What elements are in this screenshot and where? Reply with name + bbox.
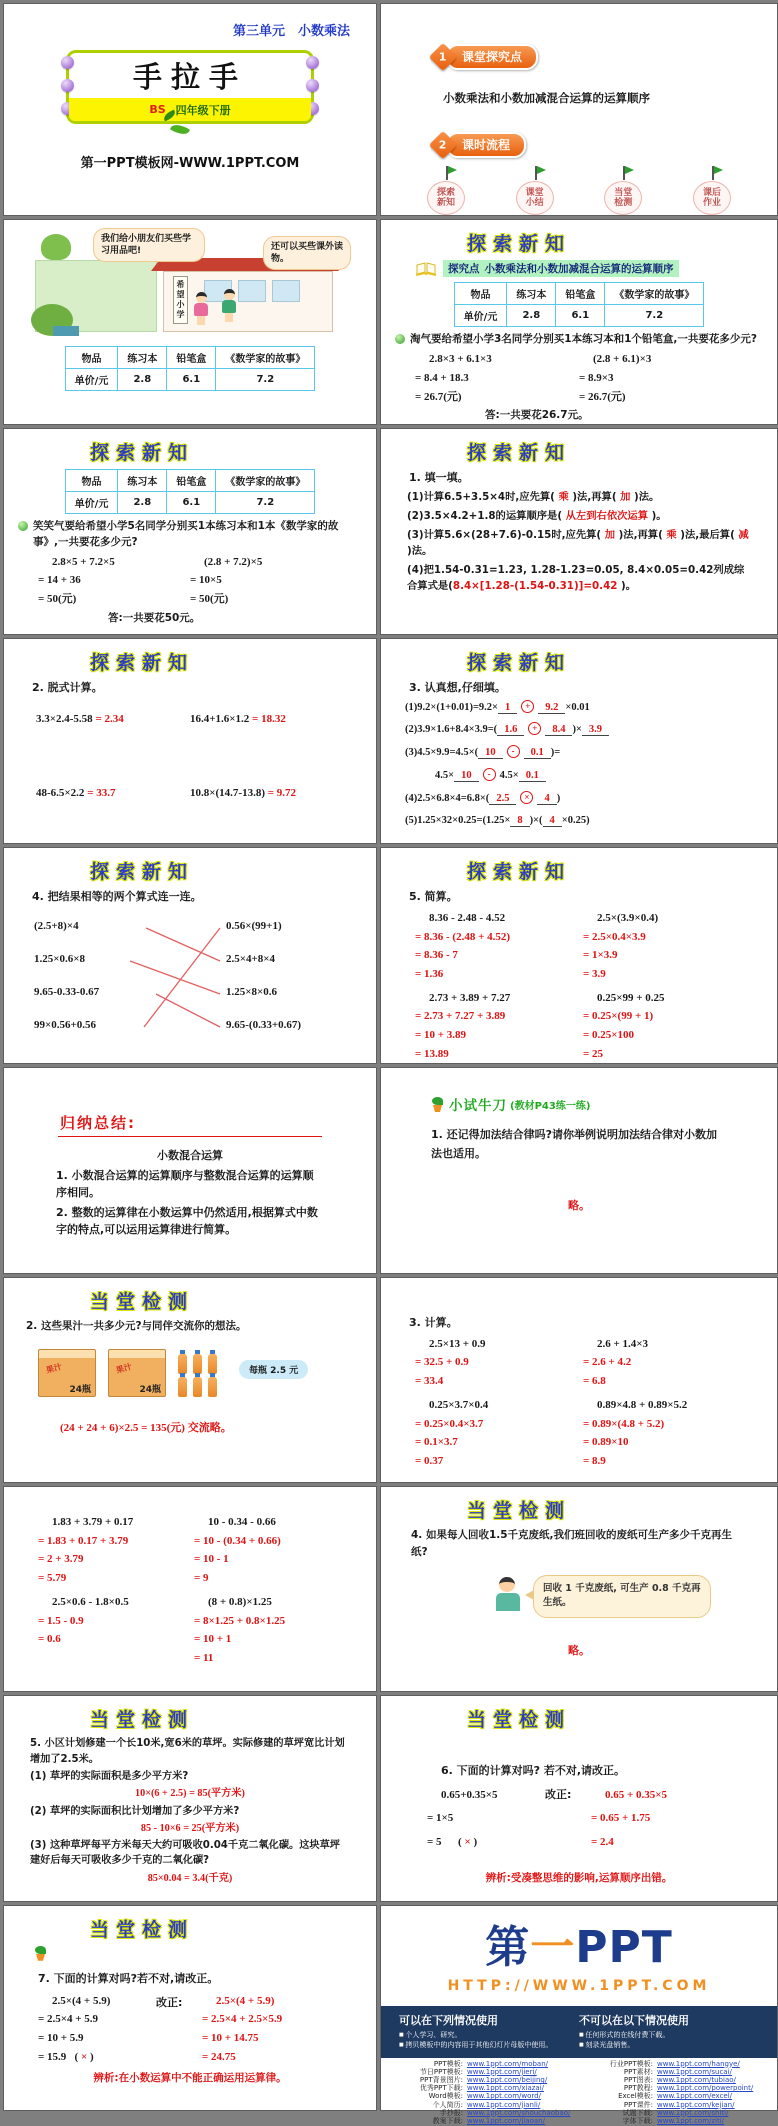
worked-solutions bbox=[381, 350, 777, 406]
bead-decoration bbox=[61, 79, 74, 92]
fill-in-items: (1)9.2×(1+0.01)=9.2× 1 + 9.2 ×0.01 (2)3.9×1.6+8.4×3.9=( 1.6 + 8.4 )× 3.9 (3)4.5×9.9=4.5×( 10 - 0.1 )= 4.5× 10 - 4.5× 0.1 (4)2.5×6.8×4=6.8×( 2.5 × 4 ) (5)1.25×32×0.25=(1.25× 8 )×( 4 ×0.25) bbox=[381, 700, 777, 830]
slide-19-check-calculation bbox=[3, 1905, 377, 2111]
footer-link-label: 试题下载: bbox=[622, 2108, 653, 2117]
footer-link-label: 手抄报: bbox=[439, 2108, 463, 2117]
flag-icon bbox=[533, 166, 549, 180]
footer-link-url[interactable]: www.1ppt.com/beijing/ bbox=[467, 2076, 548, 2085]
window-illustration bbox=[238, 280, 266, 302]
exercise-heading: 3. 认真想,仔细填。 bbox=[409, 680, 506, 694]
price-table-header: 物品 bbox=[65, 470, 118, 492]
price-tag: 每瓶 2.5 元 bbox=[239, 1360, 308, 1379]
footer-link-row bbox=[579, 2102, 769, 2109]
answer-omitted: 略。 bbox=[568, 1198, 590, 1212]
problem-and-answers: 5. 小区计划修建一个长10米,宽6米的草坪。实际修建的草坪宽比计划增加了2.5米。 (1) 草坪的实际面积是多少平方米? 10×(6 + 2.5) = 85(平方米) (2) 草坪的实际面积比计划增加了多少平方米? 85 - 10×6 = 25(平方米) (3) 这种草坪每平方米每天大约可吸收0.04千克二氧化碳。这块草坪建好后每天可吸收多少千克的二氧化碳? 85×0.04 = 3.4(千克) bbox=[30, 1738, 345, 1884]
price-table-cell: 6.1 bbox=[167, 492, 216, 514]
footer-link-label: PPT背景图片: bbox=[419, 2076, 463, 2085]
footer-link-label: Word模板: bbox=[428, 2092, 463, 2101]
slide-08-think-fill bbox=[380, 638, 778, 844]
footer-link-url[interactable]: www.1ppt.com/shouchaobao/ bbox=[467, 2108, 571, 2117]
footer-link-row bbox=[579, 2069, 769, 2076]
price-table-header: 物品 bbox=[454, 283, 507, 305]
flow-label: 新知 bbox=[436, 198, 455, 208]
summary-points: 1. 小数混合运算的运算顺序与整数混合运算的运算顺序相同。 2. 整数的运算律在小数运算中仍然适用,根据算式中数字的特点,可以运用运算律进行简算。 bbox=[56, 1169, 318, 1236]
exercise-heading: 1. 填一填。 bbox=[409, 471, 469, 485]
slide-section-title: 探索新知 bbox=[467, 233, 572, 255]
solution-block: 2.5×0.6 - 1.8×0.5 = 1.5 - 0.9 = 0.6 bbox=[38, 1595, 129, 1646]
logo-text: 第 bbox=[485, 1921, 531, 1973]
site-logo bbox=[381, 1921, 777, 1973]
leaf-icon bbox=[170, 121, 190, 137]
speech-bubble: 回收 1 千克废纸, 可生产 0.8 千克再生纸。 bbox=[533, 1575, 711, 1618]
allowed-usage-title: 可以在下列情况使用 bbox=[399, 2013, 498, 2027]
slide-01-title bbox=[3, 3, 377, 216]
footer-link-row bbox=[579, 2077, 769, 2084]
exercise-heading: 2. 脱式计算。 bbox=[32, 680, 103, 694]
section-label: 课堂探究点 bbox=[446, 44, 538, 70]
correction-label: 改正: bbox=[156, 1995, 183, 2009]
school-sign: 希望小学 bbox=[173, 276, 188, 324]
forbidden-usage bbox=[579, 2012, 759, 2058]
section-banner-2 bbox=[433, 132, 777, 158]
slide-03-scenario bbox=[3, 219, 377, 425]
solution-line: (24 + 24 + 6)×2.5 = 135(元) 交流略。 bbox=[60, 1421, 232, 1434]
forbidden-usage-title: 不可以在以下情况使用 bbox=[579, 2013, 689, 2027]
footer-link-url[interactable]: www.1ppt.com/moban/ bbox=[467, 2059, 549, 2068]
footer-link-url[interactable]: www.1ppt.com/jieri/ bbox=[467, 2067, 537, 2076]
match-expression-left: 9.65-0.33-0.67 bbox=[34, 985, 100, 998]
problem-text: 笑笑气要给希望小学5名同学分别买1本练习本和1本《数学家的故事》,一共要花多少元? bbox=[33, 520, 339, 548]
logo-text: PPT bbox=[575, 1921, 673, 1973]
footer-link-row bbox=[389, 2061, 579, 2068]
point-text: 小数乘法和小数加减混合运算的运算顺序 bbox=[484, 263, 674, 275]
slide-18-check-calculation bbox=[380, 1695, 778, 1901]
slide-section-title: 当堂检测 bbox=[467, 1709, 572, 1732]
flow-label: 小结 bbox=[525, 198, 544, 208]
footer-link-url[interactable]: www.1ppt.com/jianli/ bbox=[467, 2100, 541, 2109]
solution-block: 0.25×3.7×0.4 = 0.25×0.4×3.7 = 0.1×3.7 = 0.37 bbox=[415, 1398, 489, 1467]
footer-link-label: 优秀PPT下载: bbox=[419, 2084, 463, 2093]
slide-12-quick-try bbox=[380, 1067, 778, 1273]
footer-links-right bbox=[579, 2061, 769, 2126]
flow-label: 课后 bbox=[702, 187, 721, 198]
solution-block: 1.83 + 3.79 + 0.17 = 1.83 + 0.17 + 3.79 = 2 + 3.79 = 5.79 bbox=[38, 1516, 134, 1585]
footer-link-row bbox=[389, 2077, 579, 2084]
footer-link-label: 行业PPT模板: bbox=[609, 2059, 653, 2068]
red-divider bbox=[58, 1136, 322, 1137]
footer-link-label: 节日PPT模板: bbox=[419, 2067, 463, 2076]
analysis-note: 辨析:受凑整思维的影响,运算顺序出错。 bbox=[485, 1871, 673, 1884]
correction-label: 改正: bbox=[545, 1788, 572, 1802]
plant-icon bbox=[431, 1097, 444, 1112]
footer-link-url[interactable]: www.1ppt.com/excel/ bbox=[657, 2092, 733, 2101]
match-expression-right: 0.56×(99+1) bbox=[226, 919, 282, 932]
edition-strip bbox=[69, 98, 311, 121]
price-table-cell: 6.1 bbox=[556, 305, 605, 327]
usage-terms-band bbox=[381, 2006, 777, 2058]
slide-07-calculation bbox=[3, 638, 377, 844]
price-table-header: 铅笔盒 bbox=[556, 283, 605, 305]
plant-icon bbox=[34, 1946, 47, 1961]
slide-06-fill-in bbox=[380, 428, 778, 634]
slide-04-example-taoqi bbox=[380, 219, 778, 425]
price-table-cell: 单价/元 bbox=[454, 305, 507, 327]
flow-label: 课堂 bbox=[525, 187, 544, 198]
calculation-blocks bbox=[381, 1335, 777, 1471]
footer-link-label: PPT教程: bbox=[623, 2084, 653, 2093]
title-box bbox=[66, 50, 314, 124]
footer-link-row bbox=[579, 2093, 769, 2100]
exercise-heading: 6. 下面的计算对吗? 若不对,请改正。 bbox=[441, 1764, 626, 1778]
worked-solutions bbox=[4, 553, 376, 609]
footer-link-row bbox=[579, 2110, 769, 2117]
juice-illustration bbox=[38, 1343, 376, 1397]
footer-link-row bbox=[389, 2069, 579, 2076]
quick-try-title: 小试牛刀 bbox=[449, 1098, 507, 1115]
wrong-solution: 2.5×(4 + 5.9) = 2.5×4 + 5.9 = 10 + 5.9 = 15.9 ( × ) bbox=[38, 1994, 111, 2063]
problem-text: 淘气要给希望小学3名同学分别买1本练习本和1个铅笔盒,一共要花多少元? bbox=[410, 333, 757, 345]
price-table-cell: 2.8 bbox=[118, 492, 167, 514]
slide-section-title: 当堂检测 bbox=[467, 1500, 572, 1523]
section-number: 1 bbox=[439, 50, 447, 64]
slide-16-recycle-problem bbox=[380, 1486, 778, 1692]
footer-link-url[interactable]: www.1ppt.com/shiti/ bbox=[657, 2108, 729, 2117]
price-table-header: 铅笔盒 bbox=[167, 470, 216, 492]
unit-label: 第三单元 小数乘法 bbox=[232, 24, 350, 39]
slide-section-title: 探索新知 bbox=[467, 860, 572, 883]
footer-links-section bbox=[381, 2058, 777, 2125]
price-table-header: 练习本 bbox=[118, 347, 167, 369]
footer-link-row bbox=[389, 2110, 579, 2117]
slide-13-juice-problem bbox=[3, 1277, 377, 1483]
price-table-cell: 单价/元 bbox=[65, 369, 118, 391]
site-watermark: 第一PPT模板网-WWW.1PPT.COM bbox=[80, 156, 300, 171]
bottle-icon bbox=[193, 1354, 202, 1374]
footer-link-url[interactable]: www.1ppt.com/ziti/ bbox=[657, 2117, 725, 2125]
allowed-usage-items: ■ 个人学习、研究。 ■ 拷贝模板中的内容用于其他幻灯片母版中使用。 bbox=[399, 2030, 579, 2050]
footer-link-label: PPT图表: bbox=[623, 2076, 653, 2085]
problem-statement bbox=[395, 332, 763, 347]
bead-decoration bbox=[306, 56, 319, 69]
flag-icon bbox=[621, 166, 637, 180]
bead-decoration bbox=[61, 56, 74, 69]
lesson-title: 手拉手 bbox=[132, 60, 247, 94]
slide-10-simplify bbox=[380, 847, 778, 1065]
match-expression-left: 99×0.56+0.56 bbox=[34, 1018, 97, 1031]
slide-section-title: 探索新知 bbox=[90, 442, 195, 465]
question-text: 2. 这些果汁一共多少元?与同伴交流你的想法。 bbox=[26, 1319, 247, 1332]
footer-link-row bbox=[579, 2085, 769, 2092]
flow-step bbox=[427, 166, 465, 215]
flow-step bbox=[516, 166, 554, 215]
bush-illustration bbox=[41, 234, 71, 260]
fill-in-items: (1)计算6.5+3.5×4时,应先算( 乘 )法,再算( 加 )法。 (2)3.5×4.2+1.8的运算顺序是( 从左到右依次运算 )。 (3)计算5.6×(28+7.6)-0.15时,应先算( 加 )法,再算( 乘 )法,最后算( 减 )法。 (4)把1.54-0.31=1.23, 1.28-1.23=0.05, 8.4×0.05=0.42列成综合算式是(8.4×[1.28-(1.54-0.31)]=0.42 )。 bbox=[407, 491, 749, 593]
simplify-blocks bbox=[381, 909, 777, 1064]
question-text: 1. 还记得加法结合律吗?请你举例说明加法结合律对小数加法也适用。 bbox=[431, 1128, 718, 1160]
answer-line: 答:一共要花26.7元。 bbox=[485, 409, 589, 422]
bottle-group-illustration bbox=[178, 1354, 219, 1397]
slide-section-title: 探索新知 bbox=[90, 860, 195, 883]
bottle-icon bbox=[178, 1377, 187, 1397]
price-table-cell: 6.1 bbox=[167, 369, 216, 391]
section-banner-1 bbox=[433, 44, 777, 70]
solution-block: 10 - 0.34 - 0.66 = 10 - (0.34 + 0.66) = 10 - 1 = 9 bbox=[194, 1516, 281, 1585]
calculation-items: 3.3×2.4-5.58 = 2.34 16.4+1.6×1.2 = 18.32 48-6.5×2.2 = 33.7 10.8×(14.7-13.8) = 9.72 bbox=[36, 712, 297, 800]
slide-05-example-xiaoxiao bbox=[3, 428, 377, 634]
slide-section-title: 当堂检测 bbox=[90, 1290, 195, 1313]
footer-link-label: PPT模板: bbox=[433, 2059, 463, 2068]
analysis-note: 辨析:在小数运算中不能正确运用运算律。 bbox=[93, 2072, 287, 2085]
exploration-point-row bbox=[415, 260, 777, 277]
quick-try-heading bbox=[431, 1094, 777, 1114]
slide-17-lawn-problem bbox=[3, 1695, 377, 1901]
corrected-solution: 2.5×(4 + 5.9) = 2.5×4 + 2.5×5.9 = 10 + 14.75 = 24.75 bbox=[202, 1994, 283, 2063]
bead-decoration bbox=[306, 79, 319, 92]
footer-link-row bbox=[389, 2093, 579, 2100]
slide-section-title: 探索新知 bbox=[90, 651, 195, 674]
calculation-blocks bbox=[4, 1513, 376, 1668]
footer-link-url[interactable]: www.1ppt.com/kejian/ bbox=[657, 2100, 735, 2109]
match-expression-left: (2.5+8)×4 bbox=[34, 919, 79, 932]
section-number: 2 bbox=[439, 138, 447, 152]
footer-link-url[interactable]: www.1ppt.com/word/ bbox=[467, 2092, 541, 2101]
price-table-cell: 单价/元 bbox=[65, 492, 118, 514]
price-table-header: 《数学家的故事》 bbox=[216, 470, 315, 492]
footer-link-label: PPT课件: bbox=[623, 2100, 653, 2109]
solution-block: 2.5×13 + 0.9 = 32.5 + 0.9 = 33.4 bbox=[415, 1337, 486, 1388]
slide-section-title: 探索新知 bbox=[467, 442, 572, 465]
section-label: 课时流程 bbox=[446, 132, 526, 158]
slide-02-agenda bbox=[380, 3, 778, 216]
juice-box-count: 24瓶 bbox=[139, 1384, 161, 1395]
slide-section-title: 当堂检测 bbox=[90, 1709, 195, 1732]
price-table-header: 练习本 bbox=[507, 283, 556, 305]
footer-link-label: 个人简历: bbox=[432, 2100, 463, 2109]
match-expression-right: 9.65-(0.33+0.67) bbox=[226, 1018, 302, 1031]
match-expression-left: 1.25×0.6×8 bbox=[34, 952, 86, 965]
flow-label: 探索 bbox=[436, 187, 455, 198]
footer-link-row bbox=[389, 2118, 579, 2125]
girl-illustration bbox=[193, 292, 209, 326]
correction-layout bbox=[381, 1784, 777, 1853]
footer-link-url[interactable]: www.1ppt.com/xiazai/ bbox=[467, 2084, 545, 2093]
footer-link-label: PPT素材: bbox=[623, 2067, 653, 2076]
price-table bbox=[65, 346, 316, 391]
point-label: 探究点 bbox=[448, 263, 480, 275]
bottle-icon bbox=[178, 1354, 187, 1374]
boy-illustration bbox=[493, 1575, 523, 1615]
footer-link-label: Excel模板: bbox=[618, 2092, 653, 2101]
solution-column-1: 2.8×5 + 7.2×5 = 14 + 36 = 50(元) bbox=[38, 555, 115, 606]
footer-link-url[interactable]: www.1ppt.com/powerpoint/ bbox=[657, 2084, 754, 2093]
footer-link-url[interactable]: www.1ppt.com/sucai/ bbox=[657, 2067, 732, 2076]
solution-block: 2.5×(3.9×0.4) = 2.5×0.4×3.9 = 1×3.9 = 3.9 bbox=[583, 911, 659, 980]
grade-label: 四年级下册 bbox=[175, 103, 231, 117]
price-table-header: 《数学家的故事》 bbox=[605, 283, 704, 305]
speech-bubble-boy: 还可以买些课外读物。 bbox=[263, 236, 351, 270]
solution-block: 0.89×4.8 + 0.89×5.2 = 0.89×(4.8 + 5.2) = 0.89×10 = 8.9 bbox=[583, 1398, 688, 1467]
price-table-cell: 7.2 bbox=[216, 369, 315, 391]
problem-statement bbox=[18, 519, 362, 549]
bottle-icon bbox=[193, 1377, 202, 1397]
footer-link-url[interactable]: www.1ppt.com/tubiao/ bbox=[657, 2076, 736, 2085]
forbidden-usage-items: ■ 任何形式的在线付费下载。 ■ 刻录光盘销售。 bbox=[579, 2030, 759, 2050]
price-table-header: 物品 bbox=[65, 347, 118, 369]
textbook-reference: (教材P43练一练) bbox=[510, 1100, 591, 1112]
summary-heading: 归纳总结: bbox=[60, 1114, 136, 1133]
juice-box-illustration bbox=[108, 1349, 166, 1397]
solution-block: 0.25×99 + 0.25 = 0.25×(99 + 1) = 0.25×100 = 25 bbox=[583, 991, 665, 1060]
juice-box-illustration bbox=[38, 1349, 96, 1397]
slide-section-title: 探索新知 bbox=[467, 651, 572, 674]
bottle-icon bbox=[208, 1377, 217, 1397]
price-table-cell: 2.8 bbox=[118, 369, 167, 391]
price-table bbox=[65, 469, 316, 514]
book-icon bbox=[415, 261, 437, 276]
edition-code: BS bbox=[149, 103, 166, 116]
exploration-point-banner bbox=[443, 260, 679, 277]
bottle-icon bbox=[208, 1354, 217, 1374]
slide-15-calculation bbox=[3, 1486, 377, 1692]
wrong-solution: 0.65+0.35×5 = 1×5 = 5 ( × ) bbox=[427, 1789, 498, 1848]
slide-09-matching bbox=[3, 847, 377, 1065]
solution-column-1: 2.8×3 + 6.1×3 = 8.4 + 18.3 = 26.7(元) bbox=[415, 353, 492, 403]
slide-11-summary bbox=[3, 1067, 377, 1273]
exercise-heading: 5. 简算。 bbox=[409, 889, 458, 903]
school-building-illustration bbox=[163, 271, 333, 332]
site-url[interactable]: HTTP://WWW.1PPT.COM bbox=[447, 1977, 711, 1994]
matching-exercise bbox=[34, 920, 344, 1052]
solution-column-2: (2.8 + 6.1)×3 = 8.9×3 = 26.7(元) bbox=[579, 353, 652, 403]
juice-box-label: 果汁 bbox=[115, 1361, 133, 1375]
planter-illustration bbox=[53, 326, 79, 336]
solution-block: 2.6 + 1.4×3 = 2.6 + 4.2 = 6.8 bbox=[583, 1337, 649, 1388]
footer-link-row bbox=[579, 2061, 769, 2068]
footer-link-row bbox=[579, 2118, 769, 2125]
price-table bbox=[454, 282, 705, 327]
price-table-header: 《数学家的故事》 bbox=[216, 347, 315, 369]
answer-line: 答:一共要花50元。 bbox=[108, 611, 201, 624]
exercise-heading: 7. 下面的计算对吗?若不对,请改正。 bbox=[38, 1971, 219, 1985]
allowed-usage bbox=[399, 2012, 579, 2058]
price-table-cell: 7.2 bbox=[216, 492, 315, 514]
school-scene-illustration bbox=[35, 234, 345, 336]
flag-icon bbox=[444, 166, 460, 180]
footer-link-row bbox=[389, 2102, 579, 2109]
solution-column-2: (2.8 + 7.2)×5 = 10×5 = 50(元) bbox=[190, 555, 263, 606]
boy-with-bubble bbox=[493, 1575, 777, 1618]
exercise-heading: 4. 把结果相等的两个算式连一连。 bbox=[32, 889, 202, 903]
match-expression-right: 2.5×4+8×4 bbox=[226, 952, 276, 965]
price-table-cell: 7.2 bbox=[605, 305, 704, 327]
flow-step bbox=[693, 166, 731, 215]
green-bullet-icon bbox=[18, 521, 28, 531]
flow-label: 当堂 bbox=[614, 187, 633, 198]
window-illustration bbox=[272, 280, 300, 302]
question-text: 4. 如果每人回收1.5千克废纸,我们班回收的废纸可生产多少千克再生纸? bbox=[411, 1529, 733, 1558]
exploration-point-text: 小数乘法和小数加减混合运算的运算顺序 bbox=[443, 91, 650, 105]
speech-bubble-girl: 我们给小朋友们买些学习用品吧! bbox=[93, 228, 205, 262]
footer-link-row bbox=[389, 2085, 579, 2092]
green-bullet-icon bbox=[395, 334, 405, 344]
flow-label: 检测 bbox=[614, 198, 633, 208]
corrected-solution: 0.65 + 0.35×5 = 0.65 + 1.75 = 2.4 bbox=[591, 1789, 668, 1848]
footer-link-url[interactable]: www.1ppt.com/jiaoan/ bbox=[467, 2117, 545, 2125]
footer-links-left bbox=[389, 2061, 579, 2126]
answer-omitted: 略。 bbox=[568, 1644, 590, 1658]
flow-step bbox=[604, 166, 642, 215]
logo-accent: 一 bbox=[530, 1921, 576, 1973]
exercise-heading: 3. 计算。 bbox=[409, 1315, 458, 1329]
footer-link-label: 字体下载: bbox=[622, 2117, 653, 2125]
match-expression-right: 1.25×8×0.6 bbox=[226, 985, 278, 998]
solution-block: 2.73 + 3.89 + 7.27 = 2.73 + 7.27 + 3.89 = 10 + 3.89 = 13.89 bbox=[415, 991, 511, 1060]
summary-subtitle: 小数混合运算 bbox=[157, 1149, 223, 1163]
price-table-header: 练习本 bbox=[118, 470, 167, 492]
solution-block: 8.36 - 2.48 - 4.52 = 8.36 - (2.48 + 4.52) = 8.36 - 7 = 1.36 bbox=[415, 911, 511, 980]
solution-block: (8 + 0.8)×1.25 = 8×1.25 + 0.8×1.25 = 10 + 1 = 11 bbox=[194, 1595, 286, 1664]
flow-label: 作业 bbox=[702, 198, 721, 208]
correction-layout bbox=[4, 1992, 376, 2067]
price-table-header: 铅笔盒 bbox=[167, 347, 216, 369]
slide-14-calculation bbox=[380, 1277, 778, 1483]
footer-link-label: 教案下载: bbox=[432, 2117, 463, 2125]
juice-box-count: 24瓶 bbox=[69, 1384, 91, 1395]
price-table-cell: 2.8 bbox=[507, 305, 556, 327]
juice-box-label: 果汁 bbox=[45, 1361, 63, 1375]
slide-20-site-footer bbox=[380, 1905, 778, 2125]
footer-link-url[interactable]: www.1ppt.com/hangye/ bbox=[657, 2059, 740, 2068]
slide-section-title: 当堂检测 bbox=[90, 1918, 195, 1941]
flag-icon bbox=[710, 166, 726, 180]
lesson-flow bbox=[381, 166, 777, 215]
